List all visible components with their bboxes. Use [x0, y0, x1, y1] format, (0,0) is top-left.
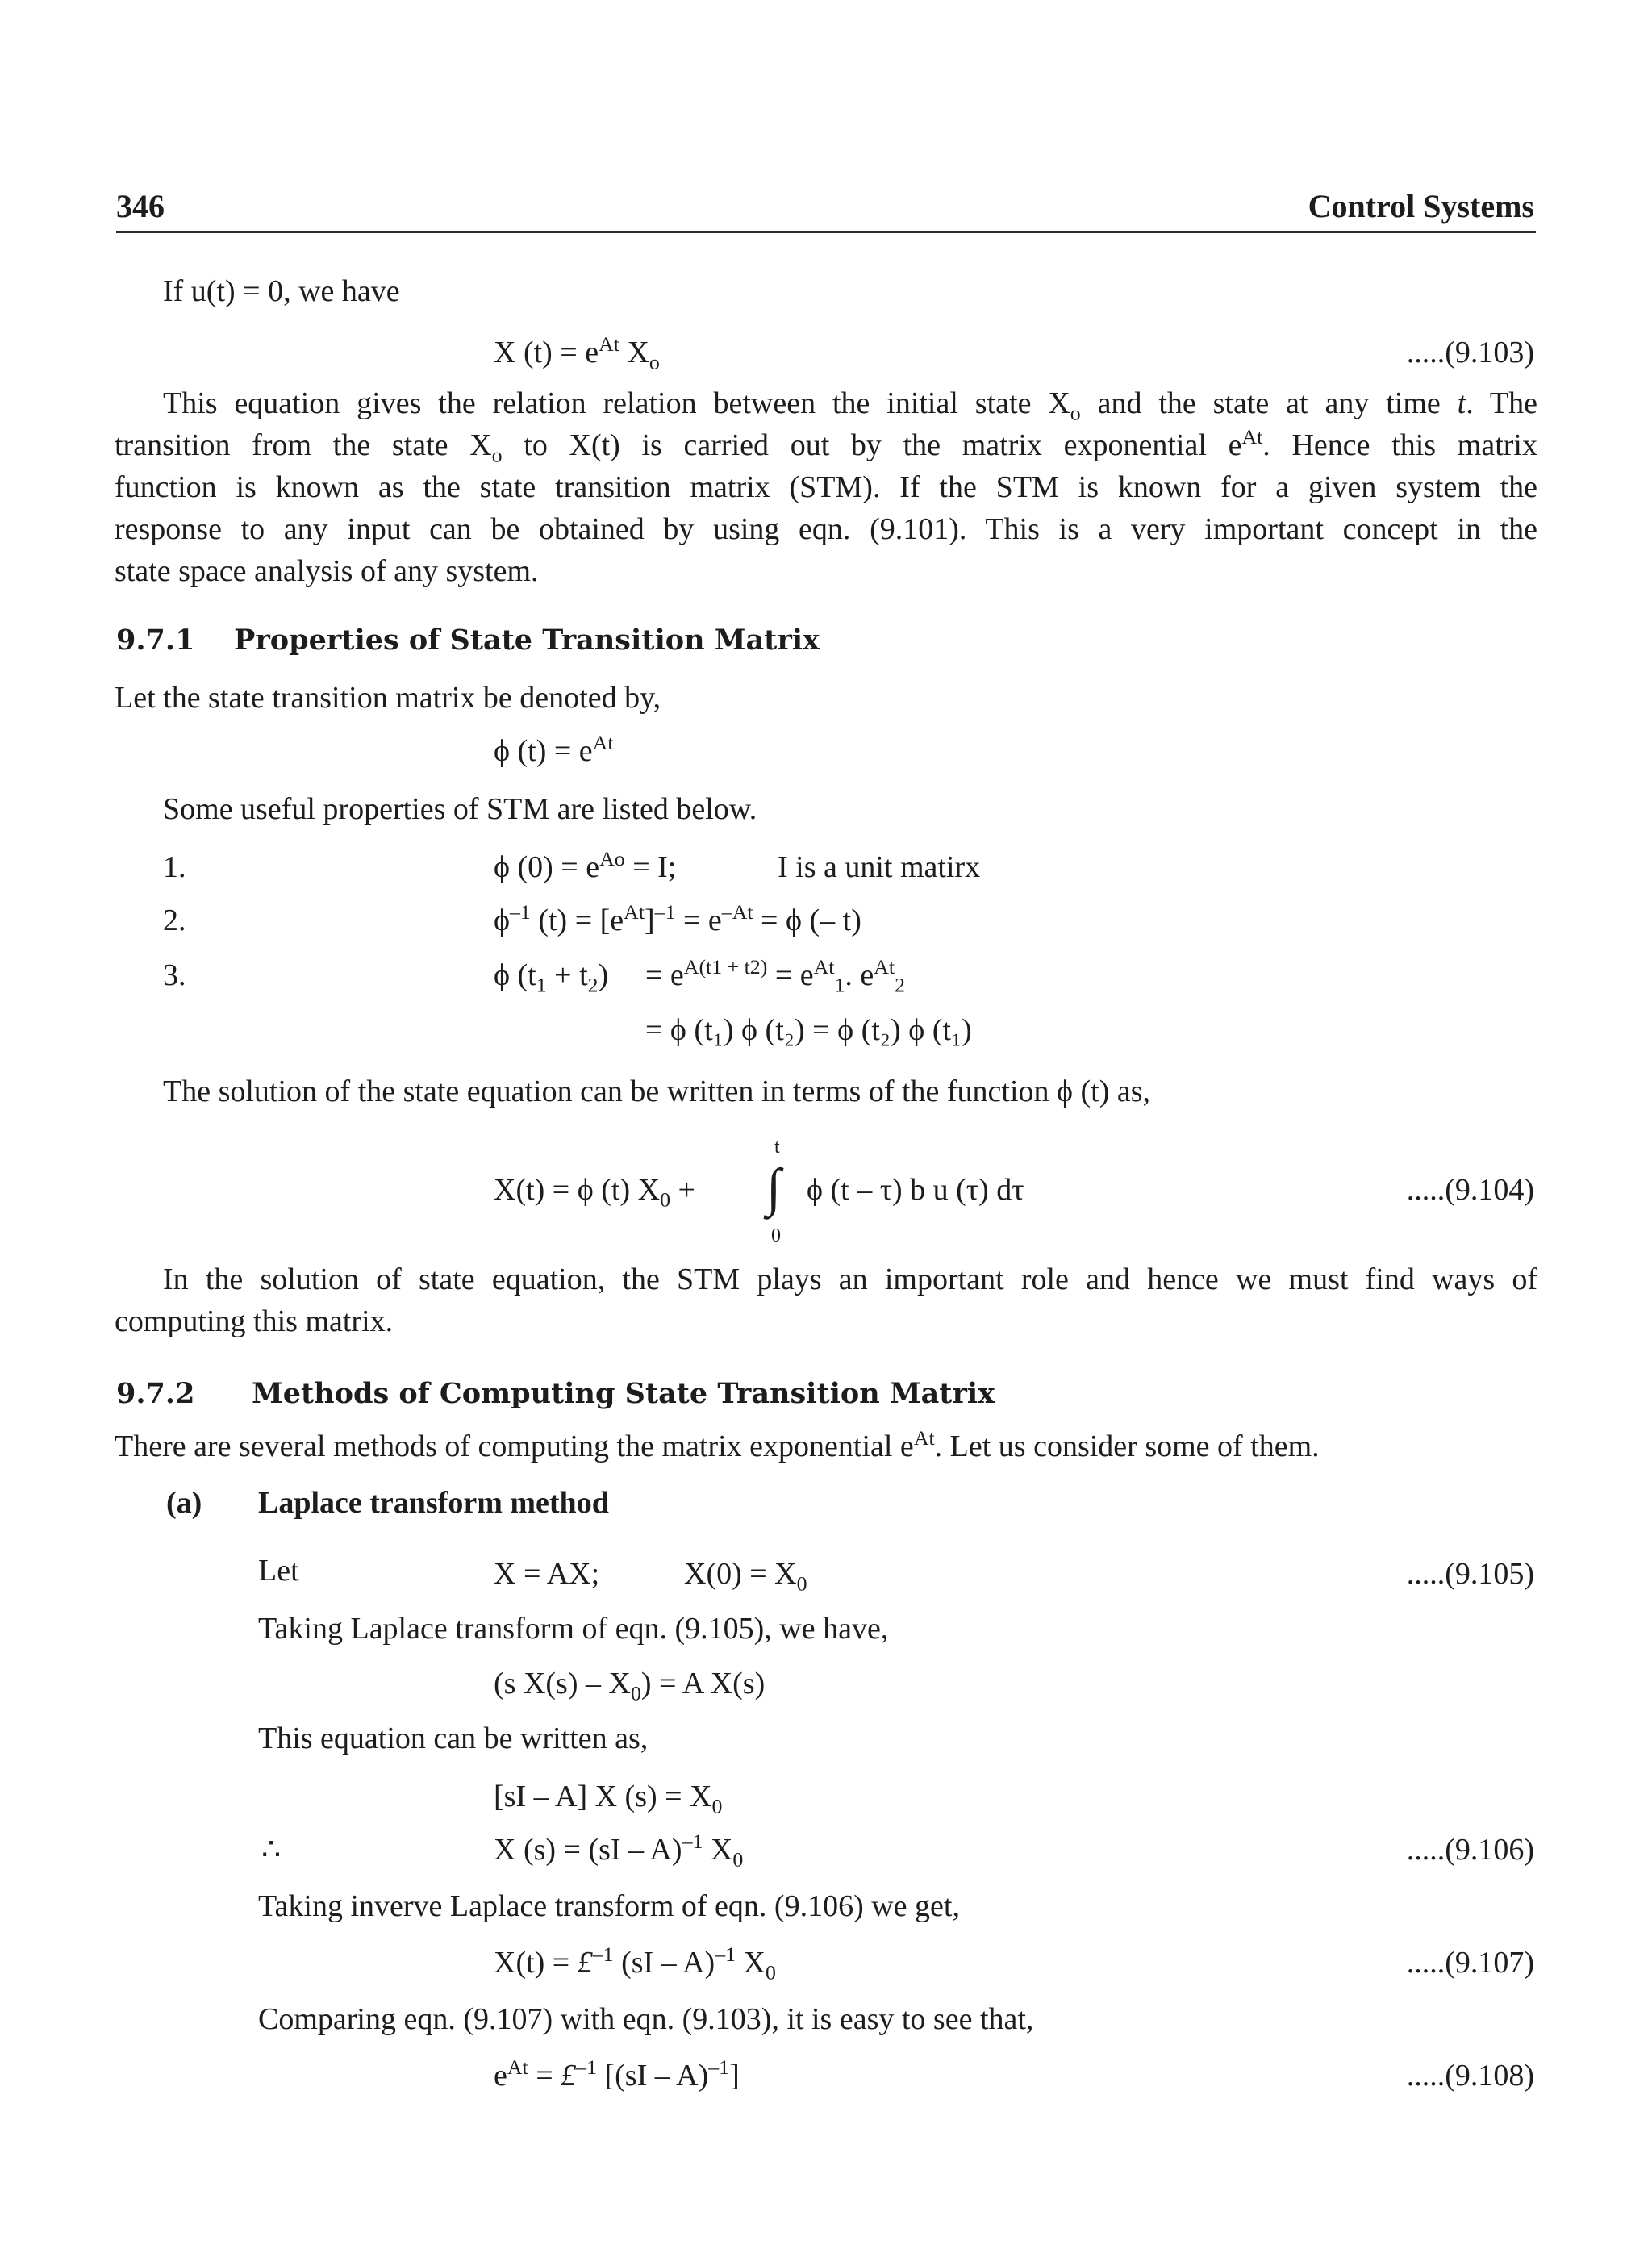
property-3-equation: ϕ $(t_1 + t_2)$: [494, 958, 609, 997]
equation-9-107: X(t) = £$^{-1}$ (sI – A)$^{-1}$ $X_0$: [494, 1942, 776, 1984]
section-number-9-7-2: 9.7.2: [116, 1377, 195, 1410]
subsection-a-title: Laplace transform method: [258, 1486, 609, 1520]
integral-lower-limit: 0: [771, 1225, 781, 1246]
equation-9-104-integrand: ϕ (t – τ) b u (τ) dτ: [807, 1173, 1024, 1207]
methods-intro: There are several methods of computing the matrix exponential $e^{At}$. Let us consider some of them.: [115, 1425, 1320, 1463]
property-3-line-2: = ϕ (t₁) ϕ (t₂) = ϕ (t₂) ϕ (t₁): [645, 1013, 972, 1047]
property-3-rhs: = $e^{A(t1 + t2)} = e^{At}_1$. $e^{At}_2$: [645, 954, 906, 997]
intro-line: If u(t) = 0, we have: [163, 274, 400, 308]
paragraph-stm-intro: This equation gives the relation relation between the initial state $X_o$ and the state at any time t. The transition from the state $X_o$ to X(t) is carried out by the matrix exponential $e^{At}$. Hence this matrix function is known as the state transition matrix (STM). If the STM is known for a given system the response to any input can be obtained by using eqn. (9.101). This is a very important concept in the state space analysis of any system.: [115, 386, 1537, 588]
property-2-number: 2.: [163, 903, 186, 937]
subsection-a-label: (a): [166, 1486, 202, 1520]
property-1-note: I is a unit matirx: [778, 850, 981, 884]
equation-9-108: $e^{At}$ = £$^{-1}$ [(sI – A)$^{-1}$]: [494, 2055, 740, 2093]
equation-number-9-105: .....(9.105): [1406, 1557, 1534, 1591]
equation-9-105-b: $X(0) = X_0$: [684, 1557, 807, 1596]
running-title: Control Systems: [1308, 188, 1534, 224]
integral-sign: ∫: [766, 1158, 782, 1217]
equation-9-103: X $(t) = e^{At}$ $X_o$: [494, 332, 660, 374]
equation-number-9-104: .....(9.104): [1406, 1173, 1534, 1207]
equation-number-9-107: .....(9.107): [1406, 1946, 1534, 1980]
equation-9-104-left: X(t) = ϕ (t) $X_0$ +: [494, 1173, 695, 1212]
therefore-symbol: ∴: [261, 1833, 282, 1867]
section-number-9-7-1: 9.7.1: [116, 624, 195, 657]
section-title-9-7-2: Methods of Computing State Transition Matrix: [252, 1377, 995, 1410]
equation-9-105-a: X = AX;: [494, 1557, 600, 1591]
page-number: 346: [116, 188, 165, 224]
equation-number-9-106: .....(9.106): [1406, 1833, 1534, 1867]
comparing-line: Comparing eqn. (9.107) with eqn. (9.103), it is easy to see that,: [258, 2002, 1034, 2036]
let-label: Let: [258, 1554, 299, 1588]
property-2-equation: $\phi^{-1}$ $(t) = [e^{At}]^{-1} = e^{-At} = \phi$ (– t): [494, 899, 861, 937]
integral-upper-limit: t: [774, 1137, 780, 1158]
properties-intro: Some useful properties of STM are listed below.: [163, 792, 757, 826]
equation-number-9-108: .....(9.108): [1406, 2059, 1534, 2093]
equation-9-106: X (s) = (sI – A)$^{-1}$ $X_0$: [494, 1829, 744, 1872]
property-1-equation: ϕ $(0) = e^{Ao} = I$;: [494, 846, 677, 884]
paragraph-stm-role: In the solution of state equation, the STM plays an important role and hence we must find ways of computing this matrix.: [115, 1262, 1537, 1338]
can-be-written-line: This equation can be written as,: [258, 1721, 649, 1755]
equation-number-9-103: .....(9.103): [1406, 336, 1534, 369]
si-a-equation: [sI – A] X $(s) = X_0$: [494, 1780, 723, 1818]
section-title-9-7-1: Properties of State Transition Matrix: [234, 624, 820, 657]
laplace-equation: (s $X(s) - X_0) = A$ X(s): [494, 1667, 766, 1705]
solution-phi-line: The solution of the state equation can be written in terms of the function ϕ (t) as,: [163, 1075, 1151, 1108]
taking-inverse-line: Taking inverve Laplace transform of eqn. (9.106) we get,: [258, 1889, 960, 1923]
property-3-number: 3.: [163, 958, 186, 992]
let-stm-line: Let the state transition matrix be denoted by,: [115, 681, 661, 715]
property-1-number: 1.: [163, 850, 186, 884]
header-rule: [116, 231, 1536, 233]
taking-laplace-line: Taking Laplace transform of eqn. (9.105), we have,: [258, 1612, 889, 1646]
phi-definition: ϕ $(t) = e^{At}$: [494, 730, 614, 768]
